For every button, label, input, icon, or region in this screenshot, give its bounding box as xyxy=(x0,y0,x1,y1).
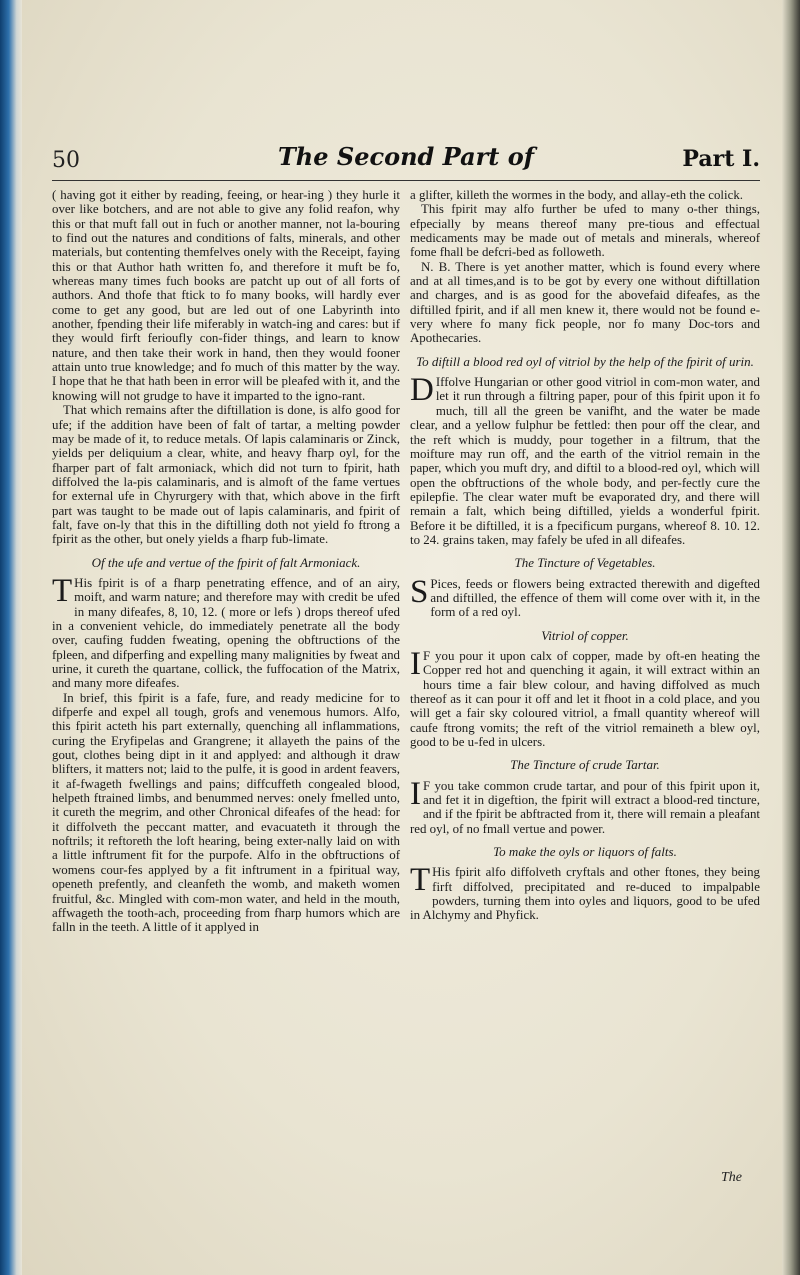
drop-cap: T xyxy=(410,862,431,899)
paragraph: In brief, this fpirit is a fafe, fure, and ready medicine for to difperfe and expel all tough, grofs and venemous humors. Alfo, this fpirit acteth his part externally, quenching all inflammations, curing the Eryfipelas and Grangrene; it allayeth the pains of the gout, clothes being dipt in it and applyed: and although it draw blifters, it matters not; laid to the pulfe, it is good in ardent feavers, it af-fwageth fwellings and pains; diffcuffeth congealed blood, helpeth ftrained limbs, and benummed nerves: onely fmelled unto, it cureth the megrim, and other Chronical difeafes of the head: for it diffolveth the peccant matter, and evacuateth it through the noftrils; it reftoreth the loft hearing, being exter-nally laid on with a little inftrument fit for the purpofe. Alfo in the obftructions of womens cour-fes applyed by a fit inftrument in a fpiritual way, openeth prefently, and cleanfeth the womb, and maketh women fruitful, &c. Mingled with com-mon water, and held in the mouth, affwageth the tooth-ach, proceeding from fharp humors which are falln in the teeth. A little of it applyed in xyxy=(52,690,400,935)
running-title: The Second Part of xyxy=(277,142,535,171)
paragraph xyxy=(410,372,760,547)
paragraph-text: F you take common crude tartar, and pour of this fpirit upon it, and fet it in digeftion, the fpirit will extract a blood-red tincture, and if the fpirit be abftracted from it, there will remain a pleafant red oyl, of no fmall vertue and power. xyxy=(410,778,760,836)
scanner-right-edge xyxy=(782,0,800,1275)
catchword: The xyxy=(721,1170,742,1185)
book-page xyxy=(22,0,782,1275)
paragraph: N. B. There is yet another matter, which is found every where and at all times,and is to be got by every one without diftillation and charges, and is as good for the abovefaid difeafes, as the diftilled fpirit, and if all men knew it, there would not be found e-very where fo many fick people, nor fo many Doc-tors and Apothecaries. xyxy=(410,259,760,346)
paragraph-text: Pices, feeds or flowers being extracted therewith and digefted and diftilled, the effence of them will come over with it, in the form of a red oyl. xyxy=(430,576,760,620)
section-heading: Vitriol of copper. xyxy=(541,627,629,643)
section-heading: Of the ufe and vertue of the fpirit of falt Armoniack. xyxy=(91,554,361,570)
paragraph xyxy=(410,862,760,923)
drop-cap: D xyxy=(410,372,434,409)
part-label: Part I. xyxy=(682,146,760,172)
section-heading: The Tincture of Vegetables. xyxy=(514,555,656,571)
paragraph: ( having got it either by reading, feeing, or hear-ing ) they hurle it over like botchers, and are not able to give any folid reafon, why this or that muft fall out in fuch or another manner, not la-bouring to find out the natures and conditions of falts, minerals, and other materials, but contenting themfelves onely with the Receipt, faying this or that Author hath written fo, and therefore it muft be fo, whereas many times fuch books are patcht up out of all forts of authors. And thofe that ftick to fo many books, will hardly ever come to get any good, but are led out of one Labyrinth into another, fpending their life miferably in watch-ing and cares: but if they would firft ferioufly con-fider things, and learn to know nature, and then take their work in hand, then they would fooner attain unto true knowledge; and fo much of this matter by the way. I hope that he that hath been in error will be pleafed with it, and the knowing will not grudge to have it imparted to the igno-rant. xyxy=(52,188,400,403)
drop-cap: I xyxy=(410,645,421,682)
right-column xyxy=(410,188,760,923)
paragraph-text: His fpirit alfo diffolveth cryftals and other ftones, they being firft diffolved, precipitated and re-duced to impalpable powders, turning them into oyles and liquors, good to be ufed in Alchymy and Phyfick. xyxy=(410,865,760,923)
left-column xyxy=(52,188,400,935)
paragraph: This fpirit may alfo further be ufed to many o-ther things, efpecially by means thereof many pre-tious and effectual medicaments may be made out of metals and minerals, whereof fome fhall be defcri-bed as followeth. xyxy=(410,202,760,260)
section-heading: To make the oyls or liquors of falts. xyxy=(493,844,677,860)
paragraph: That which remains after the diftillation is done, is alfo good for ufe; if the addition have been of falt of tartar, a melting powder may be made of it, to reduce metals. Of lapis calaminaris or Zinck, yields per deliquium a clear, white, and heavy fharp oyl, for the fharper part of falt armoniack, which did not turn to fpirit, hath diffolved the la-pis calaminaris, and is almoft of the fame vertues for external ufe in Chyrurgery with that, which above in the firft part was taught to be made out of lapis calaminaris, and fpirit of falt, fave on-ly that this in the diftilling doth not yield fo ftrong a fpirit as the other, but onely yields a fharp fub-limate. xyxy=(52,403,400,547)
page-number: 50 xyxy=(52,148,80,173)
section-heading: To diftill a blood red oyl of vitriol by the help of the fpirit of urin. xyxy=(416,353,754,369)
drop-cap: S xyxy=(410,573,429,610)
paragraph-text: Iffolve Hungarian or other good vitriol in com-mon water, and let it run through a filtring paper, pour of this fpirit upon it fo much, till all the green be vanifht, and the water be made clear, and a yellow fulphur be fettled: then pour off the clear, and the reft which is muddy, pour together in a filtrum, that the moifture may run off, and the earth of the vitriol remain in the paper, which you muft dry, and diftil to a blood-red oyl, which will open the obftructions of the whole body, and per-fectly cure the epilepfie. The clear water muft be evaporated dry, and there will remain a falt, which being diftilled, yields a wonderful fpirit. Before it be diftilled, it is a fpecificum purgans, whereof 8. 10. 12. to 24. grains taken, may fafely be ufed in all difeafes. xyxy=(410,375,760,547)
scanner-left-edge xyxy=(0,0,22,1275)
paragraph xyxy=(410,645,760,750)
drop-cap: T xyxy=(52,572,73,609)
paragraph xyxy=(410,573,760,620)
paragraph xyxy=(52,572,400,691)
paragraph-text: F you pour it upon calx of copper, made by oft-en heating the Copper red hot and quenching it again, it will extract within an hours time a fair blew colour, and having diffolved as much thereof as it can pour it off and let it fhoot in a cold place, and you will get a fair sky coloured vitriol, a fmall quantity whereof will caufe ftrong vomits; the reft of the vitriol remaineth a blew oyl, good to be u-fed in ulcers. xyxy=(410,648,760,750)
paragraph: a glifter, killeth the wormes in the body, and allay-eth the colick. xyxy=(410,188,743,202)
running-header xyxy=(52,140,760,181)
drop-cap: I xyxy=(410,775,421,812)
paragraph-text: His fpirit is of a fharp penetrating effence, and of an airy, moift, and warm nature; and therefore may with credit be ufed in many difeafes, 8, 10, 12. ( more or lefs ) drops thereof ufed in a convenient vehicle, do immediately penetrate all the body over, caufing fudden fweating, opening the obftructions of the fpleen, and difperfing and expelling many malignities by fweat and urine, it cureth the quartane, collick, the fuffocation of the Matrix, and many more difeafes. xyxy=(52,575,400,691)
section-heading: The Tincture of crude Tartar. xyxy=(510,757,660,773)
paragraph xyxy=(410,775,760,836)
